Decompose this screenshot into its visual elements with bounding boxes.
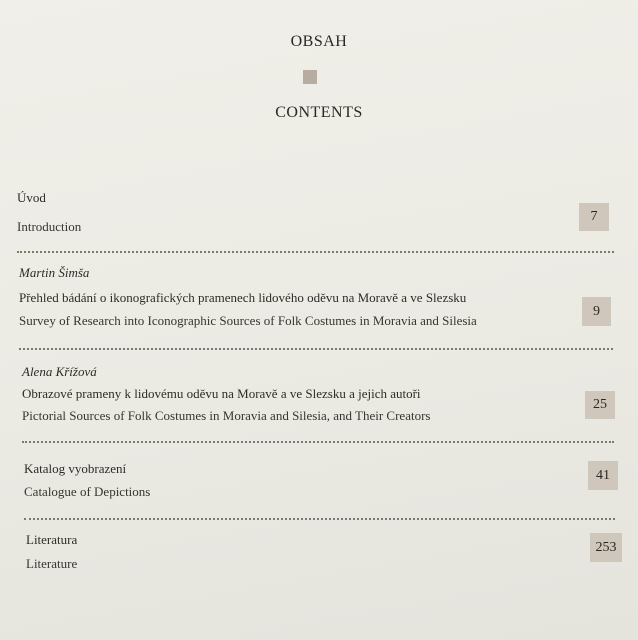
entry-author: Alena Křížová: [22, 364, 97, 379]
entry-title-czech: Katalog vyobrazení: [24, 461, 127, 476]
square-ornament-icon: [303, 70, 317, 84]
dotted-separator: [24, 518, 615, 520]
entry-title-english: Catalogue of Depictions: [24, 484, 151, 499]
entry-title-czech: Přehled bádání o ikonografických pramenech lidového oděvu na Moravě a ve Slezsku: [19, 290, 467, 305]
dotted-separator: [17, 251, 614, 253]
dotted-separator: [22, 441, 614, 443]
entry-title-english: Literature: [26, 556, 78, 571]
page-number-badge: 253: [590, 533, 622, 562]
entry-title-english: Introduction: [17, 219, 82, 234]
entry-title-english: Survey of Research into Iconographic Sources of Folk Costumes in Moravia and Silesia: [19, 313, 477, 328]
page-number-badge: 9: [582, 297, 611, 326]
entry-author: Martin Šimša: [19, 265, 90, 280]
page-title-czech: OBSAH: [290, 33, 348, 50]
entry-title-czech: Úvod: [17, 190, 46, 205]
page-title-english: CONTENTS: [275, 104, 363, 121]
dotted-separator: [19, 348, 613, 350]
page-number-badge: 7: [579, 203, 609, 231]
entry-title-czech: Literatura: [26, 532, 78, 547]
entry-title-english: Pictorial Sources of Folk Costumes in Moravia and Silesia, and Their Creators: [22, 408, 431, 423]
page-number-badge: 25: [585, 391, 615, 419]
entry-title-czech: Obrazové prameny k lidovému oděvu na Moravě a ve Slezsku a jejich autoři: [22, 386, 421, 401]
page-number-badge: 41: [588, 461, 618, 490]
